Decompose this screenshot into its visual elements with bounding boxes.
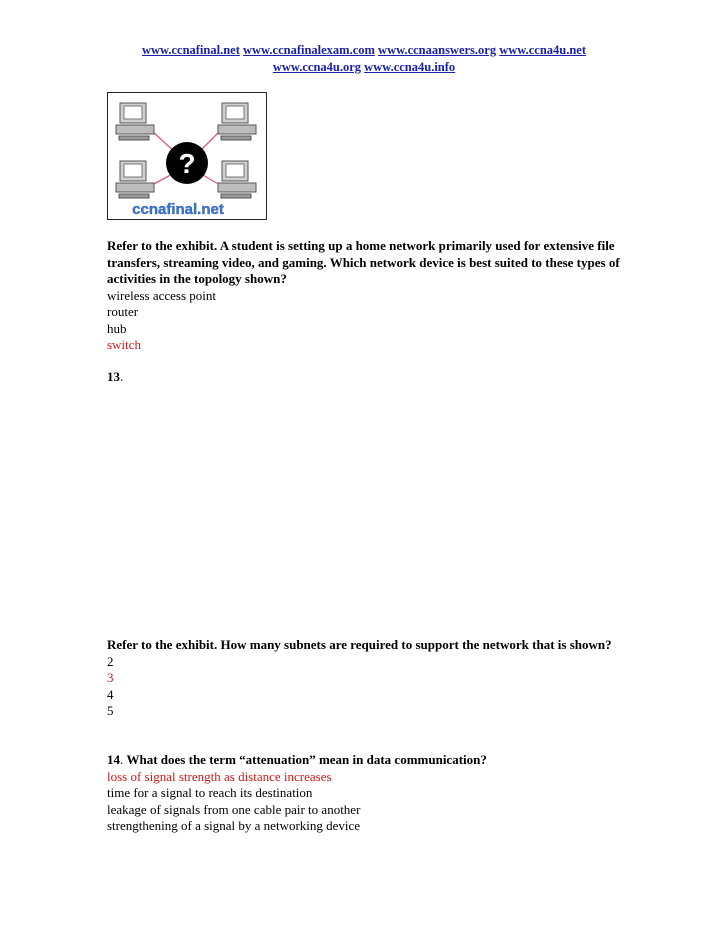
computer-icon <box>218 103 256 140</box>
question-14 <box>107 752 667 835</box>
computer-icon <box>218 161 256 198</box>
question-text: What does the term “attenuation” mean in data communication? <box>126 752 487 767</box>
question-12 <box>107 238 667 354</box>
question-number: 13 <box>107 369 120 384</box>
option-correct: switch <box>107 337 141 352</box>
question-13 <box>107 637 667 720</box>
exhibit-image <box>107 92 267 220</box>
question-text: Refer to the exhibit. A student is setting up a home network primarily used for extensive file transfers, streaming video, and gaming. Which network device is best suited to these types of activities in the topology shown? <box>107 238 620 286</box>
header-links <box>0 42 728 76</box>
header-line-1 <box>0 42 728 59</box>
link-ccnafinalexam[interactable]: www.ccnafinalexam.com <box>243 43 375 57</box>
watermark-text: ccnafinal.net <box>132 201 224 218</box>
question-heading: 14. What does the term “attenuation” mean in data communication? <box>107 752 487 767</box>
question-number: 14 <box>107 752 120 767</box>
option-correct: 3 <box>107 670 114 685</box>
option: hub <box>107 320 127 336</box>
option: leakage of signals from one cable pair to another <box>107 801 361 817</box>
option: 5 <box>107 703 114 718</box>
link-ccna4u-org[interactable]: www.ccna4u.org <box>272 60 362 74</box>
option: router <box>107 304 139 319</box>
computer-icon <box>116 103 154 140</box>
link-ccnaanswers[interactable]: www.ccnaanswers.org <box>378 43 497 57</box>
option-correct: loss of signal strength as distance increases <box>107 768 332 784</box>
link-ccnafinal[interactable]: www.ccnafinal.net <box>141 43 240 57</box>
option: 4 <box>107 686 114 702</box>
link-ccna4u-net[interactable]: www.ccna4u.net <box>499 43 587 57</box>
option: time for a signal to reach its destination <box>107 785 313 800</box>
network-topology-diagram <box>108 93 266 219</box>
option: 2 <box>107 653 114 669</box>
question-text: Refer to the exhibit. How many subnets are required to support the network that is shown? <box>107 637 612 652</box>
question-13-number: 13. <box>107 369 124 384</box>
option: wireless access point <box>107 287 217 303</box>
question-mark-icon <box>166 142 208 184</box>
center-symbol: ? <box>178 148 196 179</box>
option: strengthening of a signal by a networking device <box>107 818 361 833</box>
computer-icon <box>116 161 154 198</box>
header-line-2 <box>0 59 728 76</box>
link-ccna4u-info[interactable]: www.ccna4u.info <box>364 60 456 74</box>
